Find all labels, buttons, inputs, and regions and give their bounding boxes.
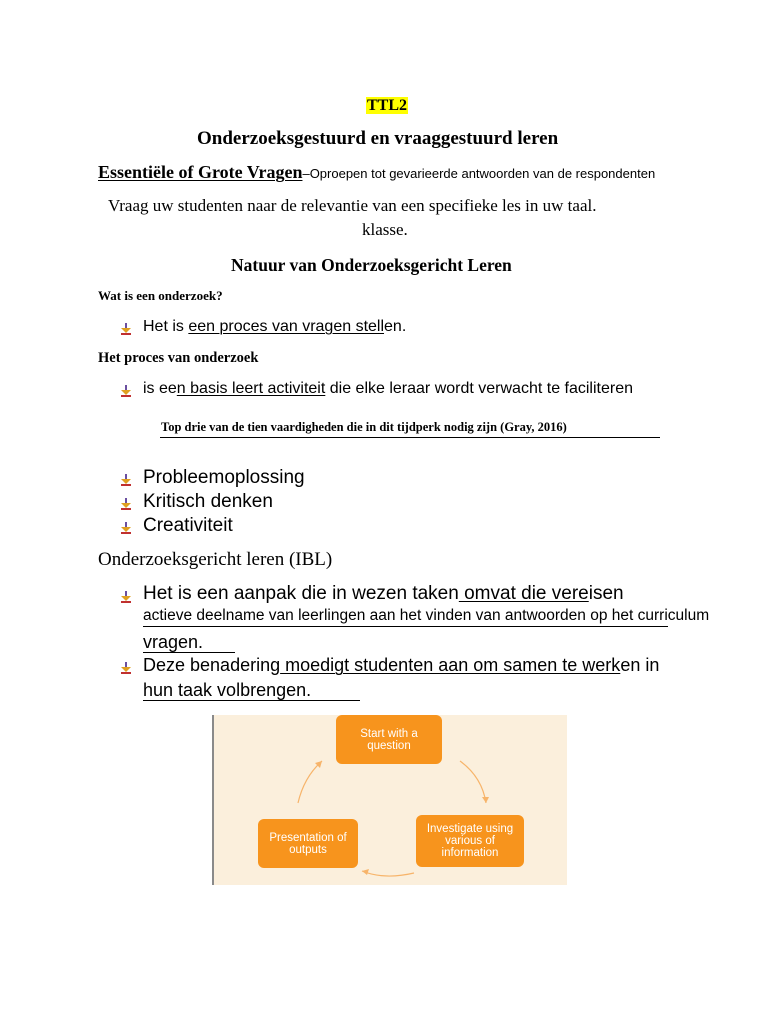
question-what-is-research: Wat is een onderzoek? [98, 288, 223, 303]
essential-description: –Oproepen tot gevarieerde antwoorden van de respondenten [302, 166, 656, 181]
ibl-heading: Onderzoeksgericht leren (IBL) [98, 549, 333, 570]
ibl-bullet-1-line-3: vragen. [143, 632, 204, 652]
top-three-skills-caption: Top drie van de tien vaardigheden die in dit tijdperk nodig zijn (Gray, 2016) [161, 420, 567, 434]
bullet-icon [121, 323, 131, 335]
bullet-text-underlined: n basis leert activiteit [176, 380, 326, 397]
bullet-icon [121, 662, 131, 674]
bullet-text-pre: Het is een aanpak die in wezen taken [143, 583, 459, 604]
caption-underline [160, 437, 660, 438]
intro-line-1: Vraag uw studenten naar de relevantie van een specifieke les in uw taal. [108, 196, 597, 215]
bullet-text-pre: is ee [143, 380, 177, 397]
bullet-icon [121, 474, 131, 486]
diagram-box-investigate: Investigate using various of information [416, 815, 524, 867]
intro-line-2: klasse. [362, 220, 408, 239]
bullet-icon [121, 522, 131, 534]
ibl-bullet-1-line-1 [143, 583, 624, 605]
ibl-line-2-underline [143, 626, 668, 627]
main-heading: Onderzoeksgestuurd en vraaggestuurd leren [197, 128, 559, 149]
bullet-icon [121, 498, 131, 510]
bullet-research-process [143, 318, 406, 336]
bullet-text-underlined: omvat die vere [458, 583, 589, 604]
bullet-basic-activity [143, 380, 633, 398]
document-tag [366, 97, 408, 115]
bullet-text-underlined: een proces van vragen stell [188, 318, 385, 335]
document-tag-text: TTL2 [367, 97, 408, 114]
ibl-bullet-2-line-1 [143, 655, 659, 676]
bullet-icon [121, 591, 131, 603]
bullet-icon [121, 385, 131, 397]
ibl2-line-2-underline [143, 700, 360, 701]
essential-questions-line [98, 162, 655, 183]
skill-item: Creativiteit [143, 515, 233, 536]
ibl-line-3-underline [143, 652, 235, 653]
essential-heading: Essentiële of Grote Vragen [98, 162, 303, 182]
bullet-text-pre: Het is [143, 318, 189, 335]
bullet-text-underlined: moedigt studenten aan om samen te werk [280, 655, 621, 675]
diagram-box-presentation: Presentation of outputs [258, 819, 358, 868]
bullet-text-pre: Deze benadering [143, 655, 281, 675]
ibl-bullet-1-line-2: actieve deelname van leerlingen aan het vinden van antwoorden op het curriculum [143, 607, 710, 624]
diagram-box-start: Start with a question [336, 715, 442, 764]
bullet-text-post: en. [384, 318, 407, 335]
bullet-text-post: isen [588, 583, 624, 604]
skill-item: Kritisch denken [143, 491, 273, 512]
section-heading: Natuur van Onderzoeksgericht Leren [231, 255, 512, 275]
bullet-text-post: en in [620, 655, 660, 675]
inquiry-cycle-diagram [212, 715, 567, 885]
bullet-text-post: die elke leraar wordt verwacht te faciliteren [325, 380, 634, 397]
heading-research-process: Het proces van onderzoek [98, 350, 259, 366]
skill-item: Probleemoplossing [143, 467, 305, 488]
ibl-bullet-2-line-2: hun taak volbrengen. [143, 680, 312, 700]
